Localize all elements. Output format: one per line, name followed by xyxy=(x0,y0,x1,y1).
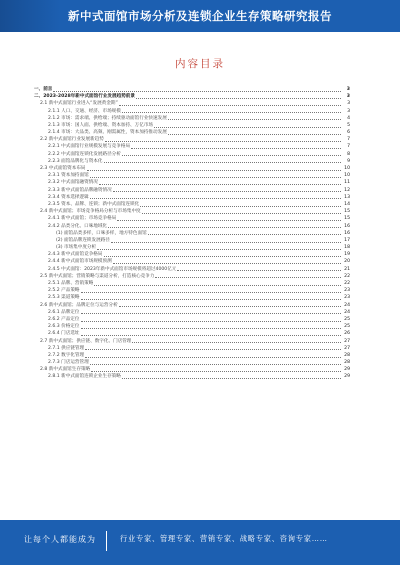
toc-leader-dots xyxy=(85,357,341,358)
toc-page-number: 6 xyxy=(347,130,350,136)
toc-page-number: 10 xyxy=(344,166,350,172)
toc-entry-text: 2.5.2 产品策略 xyxy=(48,288,80,294)
toc-leader-dots xyxy=(81,328,341,329)
toc-leader-dots xyxy=(132,342,341,343)
toc-page-number: 23 xyxy=(344,295,350,301)
toc-entry-text: (2) 面馆品牌连锁发展路径 xyxy=(56,237,110,243)
toc-entry-text: 2.3.3 新中式面馆品牌融资情况 xyxy=(48,187,112,193)
toc-leader-dots xyxy=(99,184,341,185)
header-decoration xyxy=(0,0,60,32)
toc-leader-dots xyxy=(108,227,341,228)
toc-entry-text: 2.1.2 市场：需求端、供给端；持续驱动面馆行业快速发展 xyxy=(48,115,167,121)
report-title: 新中式面馆市场分析及连锁企业生存策略研究报告 xyxy=(68,9,332,23)
toc-page-number: 5 xyxy=(347,122,350,128)
toc-page-number: 3 xyxy=(346,86,350,92)
toc-entry[interactable] xyxy=(34,237,350,244)
toc-entry[interactable] xyxy=(34,179,350,186)
toc-leader-dots xyxy=(85,349,341,350)
toc-entry[interactable] xyxy=(34,86,350,93)
toc-entry-text: 2.4.4 新中式面馆市场规模预测 xyxy=(48,259,112,265)
footer-slogan: 让每个人都能成为 xyxy=(24,535,96,544)
footer-experts: 行业专家、管理专家、营销专家、战略专家、咨询专家…… xyxy=(120,534,328,543)
toc-entry[interactable] xyxy=(34,144,350,151)
toc-leader-dots xyxy=(119,306,341,307)
toc-entry[interactable] xyxy=(34,316,350,323)
toc-entry[interactable] xyxy=(34,259,350,266)
toc-page-number: 13 xyxy=(344,194,350,200)
toc-page-number: 18 xyxy=(344,245,350,251)
toc-entry[interactable] xyxy=(34,366,350,373)
footer-banner xyxy=(0,520,400,565)
table-of-contents xyxy=(34,86,350,514)
toc-entry-text: 2.4 新中式面馆；市场竞争格局分析与市场集中度 xyxy=(40,209,141,215)
toc-entry-text: 2.7.1 供应链管理 xyxy=(48,345,85,351)
toc-leader-dots xyxy=(142,213,341,214)
toc-page-number: 29 xyxy=(344,367,350,373)
toc-leader-dots xyxy=(81,313,341,314)
toc-page-number: 24 xyxy=(344,302,350,308)
toc-leader-dots xyxy=(91,371,341,372)
toc-leader-dots xyxy=(155,277,341,278)
toc-leader-dots xyxy=(140,206,341,207)
toc-page-number: 3 xyxy=(347,108,350,114)
toc-page-number: 27 xyxy=(344,345,350,351)
toc-page-number: 7 xyxy=(347,137,350,143)
toc-page-number: 27 xyxy=(344,338,350,344)
toc-leader-dots xyxy=(122,378,341,379)
toc-entry-text: 2.6.2 产品定位 xyxy=(48,316,80,322)
toc-leader-dots xyxy=(81,335,341,336)
toc-entry[interactable] xyxy=(34,215,350,222)
toc-entry-text: 2.1 新中式面馆行业进入“发展黄金期” xyxy=(40,101,118,107)
toc-page-number: 24 xyxy=(344,309,350,315)
toc-entry-text: 2.2.3 面馆品牌化与资本化 xyxy=(48,158,103,164)
toc-entry-text: (3) 市场集中度分析 xyxy=(56,245,97,251)
toc-heading: 内容目录 xyxy=(175,58,225,70)
toc-entry-text: 2.8 新中式面馆生存策略 xyxy=(40,367,91,373)
toc-entry-text: 一、前言 xyxy=(34,86,53,92)
toc-entry[interactable] xyxy=(34,294,350,301)
toc-entry[interactable] xyxy=(34,244,350,251)
toc-entry-text: (1) 面馆品类多样，口味多样，地方特色面馆 xyxy=(56,230,147,236)
toc-entry[interactable] xyxy=(34,345,350,352)
toc-entry[interactable] xyxy=(34,194,350,201)
toc-leader-dots xyxy=(81,292,341,293)
toc-entry[interactable] xyxy=(34,115,350,122)
toc-entry[interactable] xyxy=(34,108,350,115)
report-header xyxy=(0,0,400,32)
toc-page-number: 7 xyxy=(347,144,350,150)
toc-entry[interactable] xyxy=(34,187,350,194)
toc-entry[interactable] xyxy=(34,323,350,330)
toc-entry-text: 2.1.3 市场：国人面、供给端、资本加持、万亿市场 xyxy=(48,122,154,128)
toc-leader-dots xyxy=(97,249,341,250)
toc-page-number: 26 xyxy=(344,331,350,337)
toc-entry[interactable] xyxy=(34,158,350,165)
toc-page-number: 28 xyxy=(344,352,350,358)
toc-entry[interactable] xyxy=(34,208,350,215)
toc-leader-dots xyxy=(154,127,341,128)
toc-leader-dots xyxy=(105,141,341,142)
toc-entry[interactable] xyxy=(34,251,350,258)
toc-entry[interactable] xyxy=(34,172,350,179)
toc-leader-dots xyxy=(136,98,341,99)
toc-page-number: 19 xyxy=(344,252,350,258)
toc-entry-text: 2.5 新中式面馆；营销策略与渠道分析，打造核心竞争力 xyxy=(40,273,155,279)
toc-leader-dots xyxy=(104,162,342,163)
toc-entry-text: 2.2 新中式面馆行业发展新趋势 xyxy=(40,137,104,143)
toc-page-number: 17 xyxy=(344,237,350,243)
toc-page-number: 8 xyxy=(347,151,350,157)
toc-leader-dots xyxy=(81,321,341,322)
toc-entry-text: 2.7.3 门店运营管理 xyxy=(48,360,89,366)
toc-entry-text: 2.4.1 新中式面馆；市场竞争格局 xyxy=(48,216,117,222)
toc-entry[interactable] xyxy=(34,359,350,366)
toc-entry-text: 2.3.2 中式面馆融资情况 xyxy=(48,180,98,186)
toc-leader-dots xyxy=(90,177,341,178)
toc-entry[interactable] xyxy=(34,273,350,280)
toc-page-number: 12 xyxy=(344,187,350,193)
toc-page-number: 16 xyxy=(344,223,350,229)
toc-page-number: 15 xyxy=(344,209,350,215)
toc-entry[interactable] xyxy=(34,374,350,381)
toc-entry-text: 2.3 中式面馆资本布局 xyxy=(40,166,86,172)
toc-entry-text: 2.5.3 渠道策略 xyxy=(48,295,80,301)
toc-entry-text: 二、2023-2028年新中式面馆行业发展趋势前景 xyxy=(34,94,135,100)
toc-page-number: 4 xyxy=(347,115,350,121)
toc-entry-text: 2.5.1 品牌、营销策略 xyxy=(48,281,94,287)
toc-entry[interactable] xyxy=(34,129,350,136)
toc-leader-dots xyxy=(168,119,341,120)
toc-page-number: 9 xyxy=(347,158,350,164)
toc-leader-dots xyxy=(90,198,341,199)
toc-entry[interactable] xyxy=(34,201,350,208)
toc-leader-dots xyxy=(113,191,341,192)
toc-leader-dots xyxy=(168,134,341,135)
toc-entry[interactable] xyxy=(34,309,350,316)
toc-page-number: 14 xyxy=(344,201,350,207)
toc-page-number: 25 xyxy=(344,316,350,322)
toc-page-number: 25 xyxy=(344,324,350,330)
toc-leader-dots xyxy=(119,105,341,106)
toc-page-number: 10 xyxy=(344,173,350,179)
toc-entry-text: 2.1.4 市场：大品类、高频、刚需属性，资本加持推动发展 xyxy=(48,130,167,136)
toc-entry-text: 2.4.2 品类分化、口味地域化 xyxy=(48,223,108,229)
toc-entry[interactable] xyxy=(34,151,350,158)
toc-entry[interactable] xyxy=(34,352,350,359)
toc-leader-dots xyxy=(122,155,341,156)
toc-page-number: 16 xyxy=(344,230,350,236)
toc-entry-text: 2.4.3 新中式面馆竞争格局 xyxy=(48,252,103,258)
toc-entry[interactable] xyxy=(34,93,350,100)
toc-entry[interactable] xyxy=(34,223,350,230)
toc-entry-text: 2.6.1 品牌定位 xyxy=(48,309,80,315)
toc-entry[interactable] xyxy=(34,330,350,337)
toc-entry-text: 2.8.1 新中式面馆连锁企业生存策略 xyxy=(48,374,121,380)
toc-leader-dots xyxy=(104,256,342,257)
toc-entry-text: 2.6 新中式面馆；品牌定位与运营分析 xyxy=(40,302,118,308)
toc-entry[interactable] xyxy=(34,122,350,129)
toc-leader-dots xyxy=(94,285,341,286)
toc-leader-dots xyxy=(177,270,341,271)
toc-leader-dots xyxy=(87,170,341,171)
toc-entry-text: 2.6.3 价格定位 xyxy=(48,324,80,330)
toc-leader-dots xyxy=(117,220,341,221)
toc-entry[interactable] xyxy=(34,280,350,287)
toc-entry[interactable] xyxy=(34,302,350,309)
toc-leader-dots xyxy=(122,112,341,113)
toc-page-number: 29 xyxy=(344,374,350,380)
toc-page-number: 20 xyxy=(344,259,350,265)
toc-leader-dots xyxy=(113,263,341,264)
toc-leader-dots xyxy=(148,234,341,235)
toc-entry-text: 2.4.5 中式面馆：2023年新中式面馆市场规模将超过4000亿元 xyxy=(48,266,177,272)
toc-page-number: 23 xyxy=(344,288,350,294)
toc-leader-dots xyxy=(131,148,341,149)
toc-entry-text: 2.2.2 中式面馆连锁化发展路径分析 xyxy=(48,151,121,157)
toc-entry-text: 2.7.2 数字化管理 xyxy=(48,352,85,358)
toc-entry-text: 2.3.4 资本选择逻辑 xyxy=(48,194,89,200)
toc-page-number: 11 xyxy=(344,180,350,186)
toc-leader-dots xyxy=(81,299,341,300)
toc-page-number: 15 xyxy=(344,216,350,222)
toc-entry[interactable] xyxy=(34,266,350,273)
toc-page-number: 22 xyxy=(344,273,350,279)
toc-page-number: 3 xyxy=(346,94,350,100)
toc-leader-dots xyxy=(53,91,341,92)
toc-entry[interactable] xyxy=(34,165,350,172)
toc-leader-dots xyxy=(111,242,341,243)
toc-page-number: 22 xyxy=(344,281,350,287)
toc-entry-text: 2.3.1 资本加持面馆 xyxy=(48,173,89,179)
toc-page-number: 21 xyxy=(344,266,350,272)
toc-entry[interactable] xyxy=(34,338,350,345)
toc-entry[interactable] xyxy=(34,287,350,294)
toc-page-number: 28 xyxy=(344,360,350,366)
toc-entry-text: 2.2.1 中式面馆行业规模发展与竞争格局 xyxy=(48,144,131,150)
toc-entry[interactable] xyxy=(34,230,350,237)
toc-entry[interactable] xyxy=(34,136,350,143)
toc-entry-text: 2.6.4 门店选址 xyxy=(48,331,80,337)
toc-entry-text: 2.7 新中式面馆；供应链、数字化、门店管理 xyxy=(40,338,132,344)
toc-entry[interactable] xyxy=(34,100,350,107)
toc-leader-dots xyxy=(90,364,341,365)
toc-entry-text: 2.3.5 资本、品牌、连锁；新中式面馆连锁化 xyxy=(48,201,140,207)
toc-page-number: 3 xyxy=(347,101,350,107)
footer-divider xyxy=(106,531,107,551)
toc-entry-text: 2.1.1 人口、交通、经济、市场规模 xyxy=(48,108,121,114)
